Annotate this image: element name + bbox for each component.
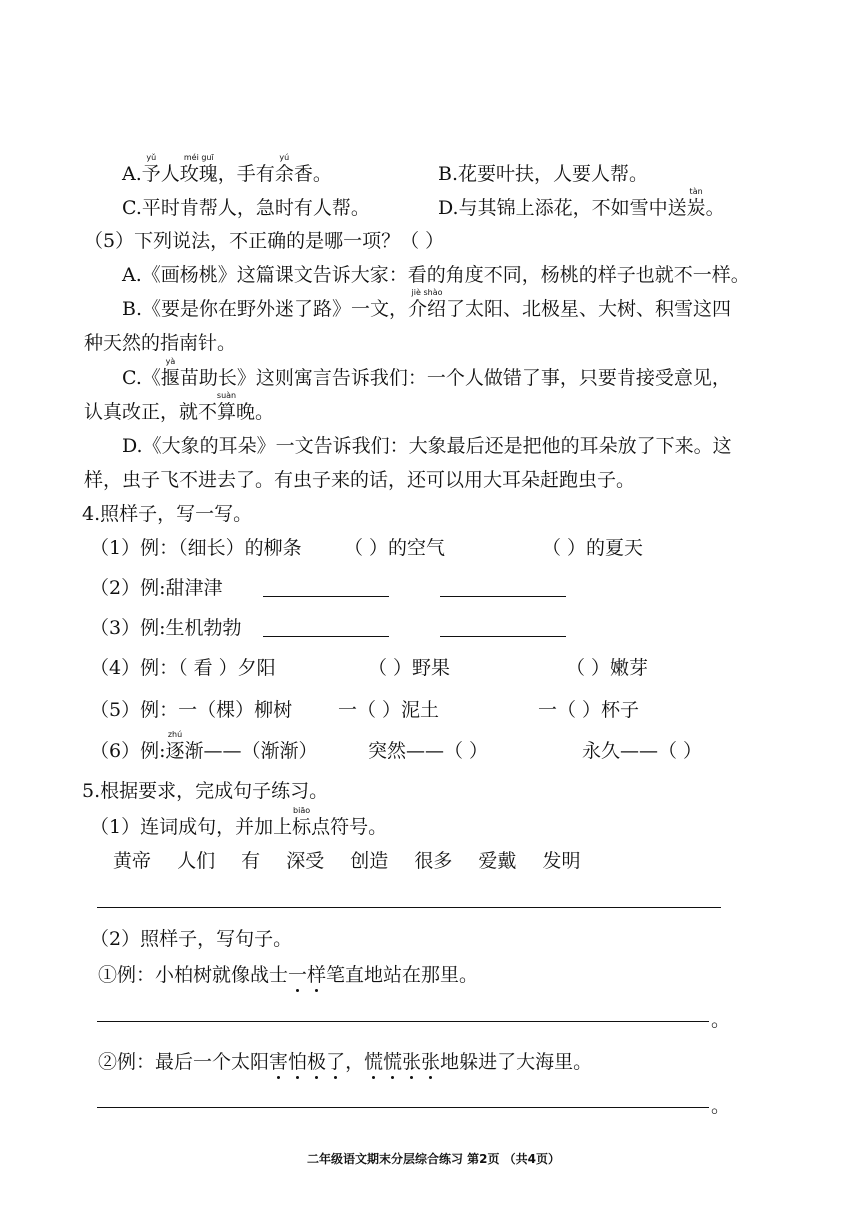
word-item: 黄帝	[113, 850, 152, 872]
end-mark-1: 。	[711, 1009, 731, 1031]
q4-row-2: （2）例:甜津津	[90, 577, 223, 599]
q4-r2-blank-1[interactable]	[263, 596, 389, 597]
emphasis-char: 样	[307, 964, 327, 986]
answer-line-3[interactable]	[97, 1107, 709, 1108]
q5-option-d-cont: 样，虫子飞不进去了。有虫子来的话，还可以用大耳朵赶跑虫子。	[84, 469, 636, 491]
emphasis-dots	[288, 964, 326, 986]
word-item: 发明	[542, 850, 581, 872]
q4-row-3: （3）例:生机勃勃	[90, 617, 242, 639]
emphasis-char: 了	[326, 1051, 346, 1073]
option-a: A.予人 yǔ 玫瑰 méi guī ，手有余 yú 香。	[122, 153, 332, 185]
q4-r5-blank-c[interactable]: 一（ ）杯子	[538, 699, 640, 721]
q4-r5-example: （5）例：一（棵）柳树	[90, 699, 293, 721]
emphasis-dots	[269, 1051, 345, 1073]
word-item: 爱戴	[478, 850, 517, 872]
emphasis-char: 一	[288, 964, 308, 986]
q4-r2-blank-2[interactable]	[440, 596, 566, 597]
word-item: 深受	[286, 850, 325, 872]
q5-option-d: D.《大象的耳朵》一文告诉我们：大象最后还是把他的耳朵放了下来。这	[122, 435, 732, 457]
q4-r6-blank-b[interactable]: 突然——（ ）	[368, 740, 489, 762]
option-b: B.花要叶扶，人要人帮。	[438, 163, 649, 185]
q5-option-c: C.《揠 yà 苗助长》这则寓言告诉我们：一个人做错了事，只要肯接受意见，	[122, 357, 731, 389]
q4-r1-blank-b[interactable]: （ ）的空气	[344, 537, 446, 559]
word-item: 创造	[350, 850, 389, 872]
q4-r1-blank-c[interactable]: （ ）的夏天	[542, 537, 644, 559]
q4-r3-blank-2[interactable]	[440, 636, 566, 637]
q4-r5-blank-b[interactable]: 一（ ）泥土	[338, 699, 440, 721]
q5-option-c-cont: 认真改正，就不算 suàn 晚。	[84, 391, 275, 423]
q5-option-b: B.《要是你在野外迷了路》一文，介绍 jiè shào 了太阳、北极星、大树、积雪这四	[122, 288, 732, 320]
q5-stem: （5）下列说法，不正确的是哪一项？（ ）	[84, 230, 445, 252]
q5s-title: 5.根据要求，完成句子练习。	[82, 780, 329, 802]
q4-r6-example: （6）例:逐 zhú 渐——（渐渐）	[90, 730, 318, 762]
q5s-part-1: （1）连词成句，并加上标 biāo 点符号。	[90, 806, 388, 838]
example-sentence-1: ①例：小柏树就像战士一样笔直地站在那里。	[98, 964, 479, 986]
word-item: 有	[241, 850, 261, 872]
word-item: 很多	[414, 850, 453, 872]
q5s-part-2: （2）照样子，写句子。	[90, 928, 293, 950]
emphasis-char: 慌	[383, 1051, 403, 1073]
emphasis-dots	[364, 1051, 440, 1073]
q4-r4-blank-c[interactable]: （ ）嫩芽	[566, 657, 649, 679]
answer-line-2[interactable]	[97, 1021, 709, 1022]
q4-r1-example: （1）例：（细长）的柳条	[90, 537, 302, 559]
q4-r4-example: （4）例：（ 看 ）夕阳	[90, 657, 276, 679]
q4-title: 4.照样子，写一写。	[82, 503, 253, 525]
word-item: 人们	[177, 850, 216, 872]
q4-r4-blank-b[interactable]: （ ）野果	[368, 657, 451, 679]
end-mark-2: 。	[711, 1095, 731, 1117]
emphasis-char: 张	[402, 1051, 422, 1073]
page-footer: 二年级语文期末分层综合练习 第2页 （共4页）	[306, 1152, 561, 1166]
emphasis-char: 怕	[288, 1051, 308, 1073]
option-d: D.与其锦上添花，不如雪中送炭 tàn 。	[438, 187, 725, 219]
emphasis-char: 慌	[364, 1051, 384, 1073]
answer-line-1[interactable]	[97, 907, 721, 908]
q4-r6-blank-c[interactable]: 永久——（ ）	[582, 740, 703, 762]
q4-r3-blank-1[interactable]	[263, 636, 389, 637]
word-bank	[113, 852, 600, 871]
emphasis-char: 张	[421, 1051, 441, 1073]
emphasis-char: 极	[307, 1051, 327, 1073]
option-c: C.平时肯帮人，急时有人帮。	[122, 197, 370, 219]
q5-option-a: A.《画杨桃》这篇课文告诉大家：看的角度不同，杨桃的样子也就不一样。	[122, 264, 750, 286]
q5-option-b-cont: 种天然的指南针。	[84, 332, 237, 354]
example-sentence-2: ②例：最后一个太阳害怕极了，慌慌张张地躲进了大海里。	[98, 1051, 593, 1073]
emphasis-char: 害	[269, 1051, 289, 1073]
